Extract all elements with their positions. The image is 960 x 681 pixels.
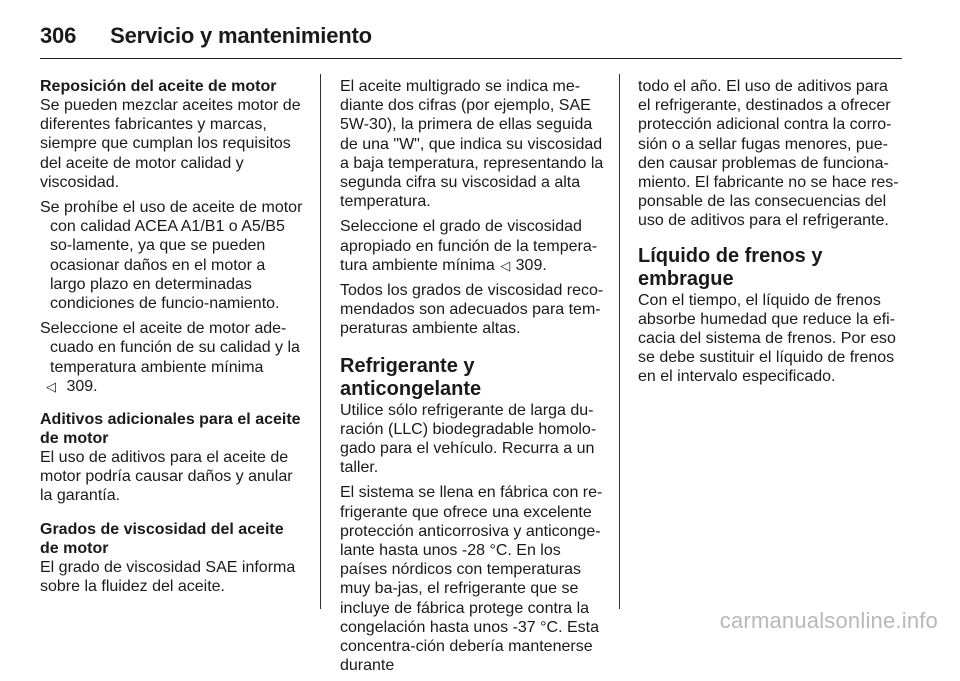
page-reference[interactable]: 309. (66, 377, 98, 395)
paragraph: El sistema se llena en fábrica con re-frigerante que ofrece una excelente protección anticorrosiva y anticonge-lante hasta unos -28 °C. En los países nórdicos con temperaturas muy ba-jas, el refrigerante que se incluye de fábrica protege contra la congelación hasta unos -37 °C. Esta concentra-ción debería mantenerse durante (340, 484, 603, 675)
section-heading: Refrigerante y anticongelante (340, 354, 482, 400)
paragraph-text: Seleccione el grado de viscosidad apropiado en función de la tempera-tura ambiente mínima (340, 218, 598, 274)
paragraph: todo el año. El uso de aditivos para el refrigerante, destinados a ofrecer protección adicional contra la corro-sión o a sellar fugas menores, pue-den causar problemas de funciona-miento. El fabricante no se hace res-ponsable de las consecuencias del uso de aditivos para el refrigerante. (638, 78, 899, 230)
page-reference-icon[interactable]: ◁ (500, 257, 511, 273)
column-divider (619, 74, 620, 609)
paragraph: El grado de viscosidad SAE informa sobre la fluidez del aceite. (40, 558, 296, 595)
page-header (40, 14, 902, 59)
paragraph: Se prohíbe el uso de aceite de motor con calidad ACEA A1/B1 o A5/B5 so-lamente, ya que se pueden ocasionar daños en el motor a largo plazo en determinadas condiciones de funcio-namiento. (40, 199, 303, 313)
column-3 (638, 77, 902, 393)
page-reference[interactable]: 309. (515, 256, 547, 274)
page-title: Servicio y mantenimiento (110, 23, 372, 48)
column-divider (320, 74, 321, 609)
watermark: carmanualsonline.info (719, 608, 938, 633)
column-2 (340, 77, 604, 681)
paragraph: El aceite multigrado se indica me-diante dos cifras (por ejemplo, SAE 5W-30), la primera de ellas seguida de una "W", que indica su viscosidad a baja temperatura, representando la segunda cifra su viscosidad a alta temperatura. (340, 78, 604, 211)
section-heading: Aditivos adicionales para el aceite de motor (40, 411, 301, 448)
paragraph: Con el tiempo, el líquido de frenos absorbe humedad que reduce la efi-cacia del sistema de frenos. Por eso se debe sustituir el líquido de frenos en el intervalo especificado. (638, 291, 896, 386)
page-number: 306 (40, 23, 77, 48)
paragraph: Utilice sólo refrigerante de larga du-ración (LLC) biodegradable homolo-gado para el vehículo. Recurra a un taller. (340, 401, 597, 477)
paragraph: Todos los grados de viscosidad reco-mendados son adecuados para tem-peraturas ambiente altas. (340, 282, 604, 338)
section-heading: Reposición del aceite de motor (40, 78, 277, 95)
paragraph: El uso de aditivos para el aceite de motor podría causar daños y anular la garantía. (40, 449, 293, 505)
section-heading: Líquido de frenos y embrague (638, 244, 823, 290)
column-1 (40, 77, 304, 602)
paragraph (340, 217, 604, 275)
paragraph-text: Seleccione el aceite de motor ade-cuado en función de su calidad y la temperatura ambiente mínima (40, 320, 300, 376)
paragraph: Se pueden mezclar aceites motor de diferentes fabricantes y marcas, siempre que cumplan los requisitos del aceite de motor calidad y viscosidad. (40, 97, 301, 191)
page-reference-icon[interactable]: ◁ (46, 378, 56, 394)
section-heading: Grados de viscosidad del aceite de motor (40, 520, 284, 557)
paragraph (40, 319, 304, 396)
